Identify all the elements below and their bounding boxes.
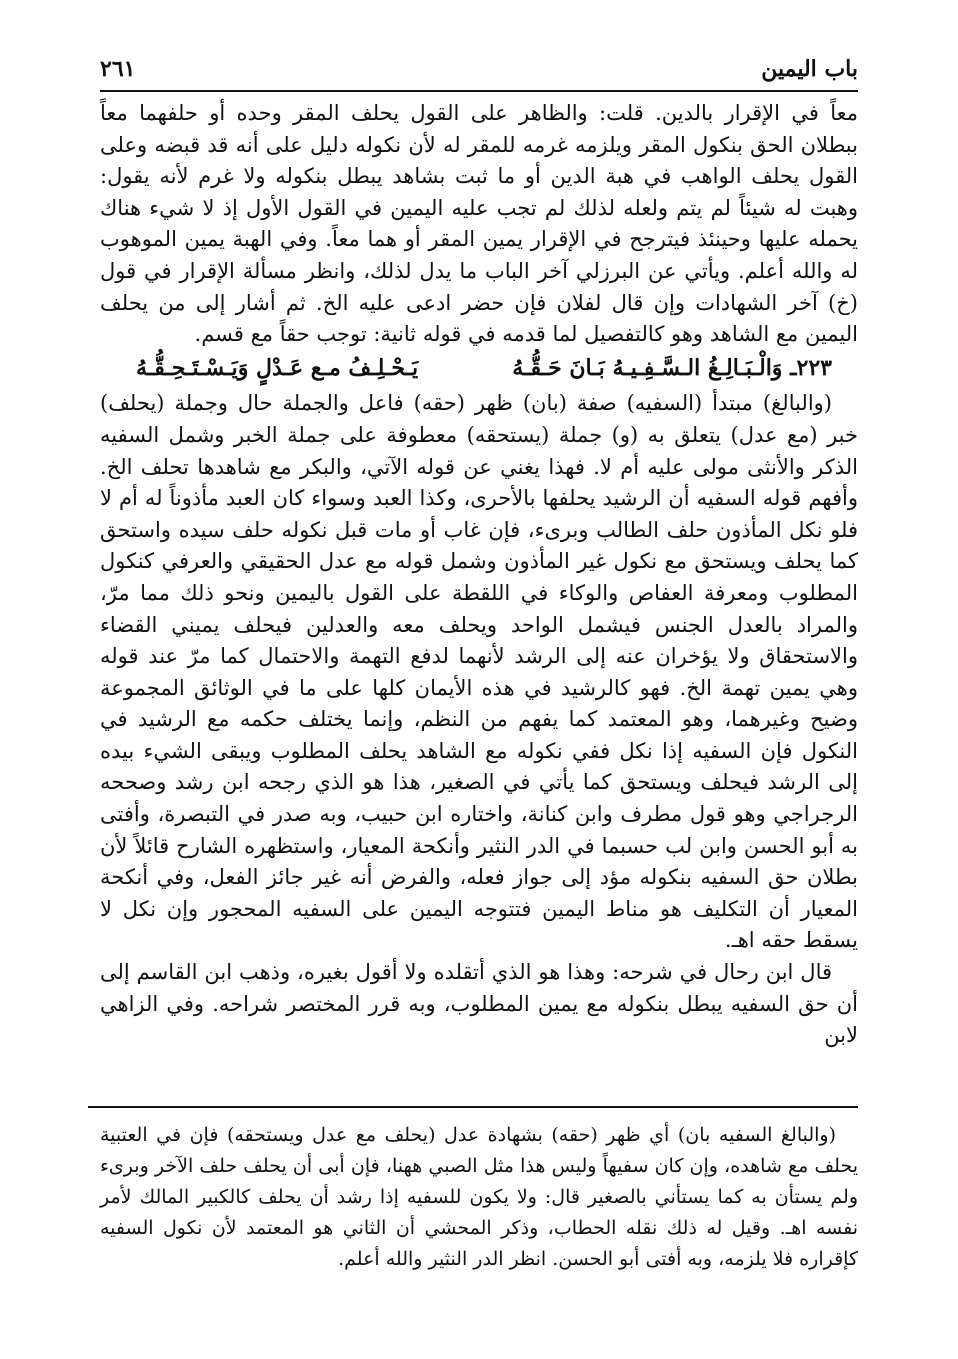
header-rule xyxy=(100,90,858,92)
commentary-paragraph-3: قال ابن رحال في شرحه: وهذا هو الذي أتقلده ولا أقول بغيره، وذهب ابن القاسم إلى أن حق السفيه يبطل بنكوله مع يمين المطلوب، وبه قرر المختصر شراحه. وفي الزاهي لابن xyxy=(100,960,858,1048)
verse-first-hemistich: ٢٢٣ـ وَالْـبَـالِـغُ الـسَّـفِـيـهُ بَـانَ حَـقُّـهُ xyxy=(512,354,832,381)
footnote-rule xyxy=(88,1106,858,1108)
page-number: ٢٦١ xyxy=(100,56,136,82)
commentary-paragraph-2: (والبالغ) مبتدأ (السفيه) صفة (بان) ظهر (حقه) فاعل والجملة حال وجملة (يحلف) خبر (مع عدل) يتعلق به (و) جملة (يستحقه) معطوفة على جملة الخبر وشمل السفيه الذكر والأنثى مولى عليه أم لا. فهذا يغني عن قوله الآتي، والبكر مع شاهدها تحلف الخ. وأفهم قوله السفيه أن الرشيد يحلفها بالأحرى، وكذا العبد وسواء كان العبد مأذوناً له أم لا فلو نكل المأذون حلف الطالب وبرىء، فإن غاب أو مات قبل نكوله حلف سيده واستحق كما يحلف ويستحق مع نكول غير المأذون وشمل قوله مع عدل الحقيقي والعرفي كنكول المطلوب ومعرفة العفاص والوكاء في اللقطة على القول باليمين ونحو ذلك مما مرّ، والمراد بالعدل الجنس فيشمل الواحد ويحلف معه والعدلين فيحلف يميني القضاء والاستحقاق ولا يؤخران عنه إلى الرشد لأنهما لدفع التهمة والاحتمال كما مرّ عند قوله وهي يمين تهمة الخ. فهو كالرشيد في هذه الأيمان كلها على ما في الوثائق المجموعة وضيح وغيرهما، وهو المعتمد كما يفهم من النظم، وإنما يختلف حكمه مع الرشيد في النكول فإن السفيه إذا نكل ففي نكوله مع الشاهد يحلف المطلوب ويبقى الشيء بيده إلى الرشد فيحلف ويستحق كما يأتي في الصغير، هذا هو الذي رجحه ابن رشد وصححه الرجراجي وهو قول مطرف وابن كنانة، واختاره ابن حبيب، وبه صدر في التبصرة، وأفتى به أبو الحسن وابن لب حسبما في الدر النثير وأنكحة المعيار، واستظهره الشارح قائلاً لأن بطلان حق السفيه بنكوله مؤد إلى جواز فعله، والفرض أنه غير جائز الفعل، وفي أنكحة المعيار أن التكليف هو مناط اليمين فتتوجه اليمين على السفيه المحجور وإن نكل لا يسقط حقه اهـ. xyxy=(100,391,858,953)
commentary-paragraph-1: معاً في الإقرار بالدين. قلت: والظاهر على القول يحلف المقر وحده أو حلفهما معاً ببطلان الحق بنكول المقر ويلزمه غرمه للمقر له لأن نكوله دليل على أنه قد قبضه وعلى القول يحلف الواهب في هبة الدين أو ما ثبت بشاهد يبطل بنكوله ولا غرم لأنه يقول: وهبت له شيئاً لم يتم ولعله لذلك لم تجب عليه اليمين في القول الأول إذ لا شيء هناك يحمله عليها وحينئذ فيترجح في الإقرار يمين المقر أو هما معاً. وفي الهبة يمين الموهوب له والله أعلم. ويأتي عن البرزلي آخر الباب ما يدل لذلك، وانظر مسألة الإقرار في قول (خ) آخر الشهادات وإن قال لفلان فإن حضر ادعى عليه الخ. ثم أشار إلى من يحلف اليمين مع الشاهد وهو كالتفصيل لما قدمه في قوله ثانية: توجب حقاً مع قسم. xyxy=(100,101,858,347)
footnote-text: (والبالغ السفيه بان) أي ظهر (حقه) بشهادة عدل (يحلف مع عدل ويستحقه) فإن في العتبية يحلف مع شاهده، وإن كان سفيهاً وليس هذا مثل الصبي ههنا، فإن أبى أن يحلف حلف الآخر وبرىء ولم يستأن به كما يستأني بالصغير قال: ولا يكون للسفيه إذا رشد أن يحلف كالكبير المالك لأمر نفسه اهـ. وقيل له ذلك نقله الحطاب، وذكر المحشي أن الثاني هو المعتمد لأن نكول السفيه كإقراره فلا يلزمه، وبه أفتى أبو الحسن. انظر الدر النثير والله أعلم. xyxy=(100,1124,858,1270)
verse-line xyxy=(100,353,858,385)
page-header xyxy=(100,42,858,82)
main-text xyxy=(100,98,858,1052)
verse-second-hemistich: يَـحْـلِـفُ مـع عَـدْلٍ وَيَـسْـتَـحِـقُّـهُ xyxy=(136,354,419,381)
chapter-title: باب اليمين xyxy=(761,56,858,82)
footnote-section xyxy=(100,1120,858,1275)
